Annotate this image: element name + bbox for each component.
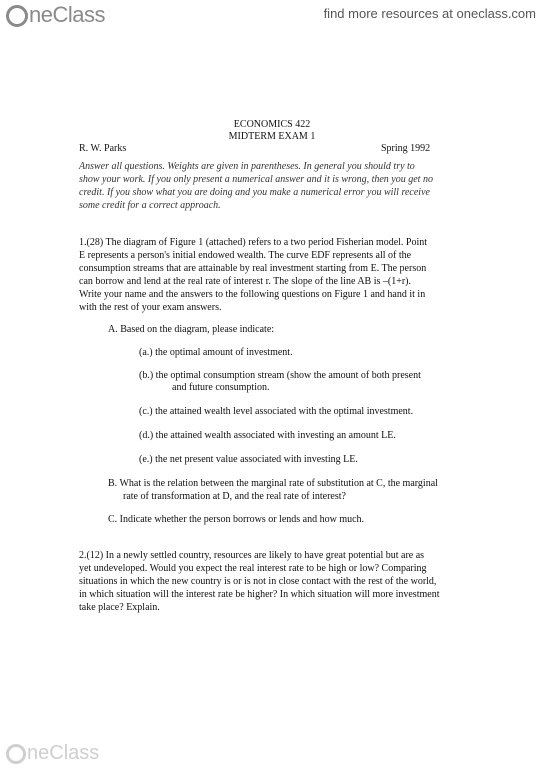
course-title: ECONOMICS 422 bbox=[233, 119, 311, 130]
q1-part-b-cont: rate of transformation at D, and the real rate of interest? bbox=[123, 491, 346, 502]
footer-oneclass-logo bbox=[6, 742, 99, 765]
question-1-line: consumption streams that are attainable by real investment starting from E. The person bbox=[79, 263, 427, 274]
instructions-line: Answer all questions. Weights are given in parentheses. In general you should try to bbox=[79, 161, 415, 172]
instructions-line: some credit for a correct approach. bbox=[79, 200, 221, 211]
question-1-line: E represents a person's initial endowed wealth. The curve EDF represents all of the bbox=[79, 250, 412, 261]
q1-item-c: (c.) the attained wealth level associated with the optimal investment. bbox=[139, 406, 414, 417]
question-2-line: situations in which the new country is or is not in close contact with the rest of the world, bbox=[79, 576, 437, 587]
author: R. W. Parks bbox=[79, 143, 127, 154]
question-2-line: yet undeveloped. Would you expect the real interest rate to be high or low? Comparing bbox=[79, 563, 427, 574]
question-2-line: in which situation will the interest rate be higher? In which situation will more investment bbox=[79, 589, 440, 600]
instructions-line: credit. If you show what you are doing and you make a numerical error you will receive bbox=[79, 187, 430, 198]
term: Spring 1992 bbox=[381, 143, 431, 154]
q1-item-d: (d.) the attained wealth associated with investing an amount LE. bbox=[139, 430, 396, 441]
q1-item-e: (e.) the net present value associated with investing LE. bbox=[139, 454, 358, 465]
q1-item-a: (a.) the optimal amount of investment. bbox=[139, 347, 293, 358]
footer-logo-circle-icon bbox=[6, 744, 26, 764]
q1-part-b: B. What is the relation between the marginal rate of substitution at C, the marginal bbox=[108, 478, 438, 489]
logo-text: neClass bbox=[29, 2, 105, 27]
question-2-line: 2.(12) In a newly settled country, resources are likely to have great potential but are as bbox=[79, 550, 425, 561]
question-1-line: with the rest of your exam answers. bbox=[79, 302, 222, 313]
question-2-line: take place? Explain. bbox=[79, 602, 160, 613]
question-1-line: 1.(28) The diagram of Figure 1 (attached) refers to a two period Fisherian model. Point bbox=[79, 237, 428, 248]
q1-part-c: C. Indicate whether the person borrows or lends and how much. bbox=[108, 514, 365, 525]
question-1-line: Write your name and the answers to the following questions on Figure 1 and hand it in bbox=[79, 289, 426, 300]
q1-item-b-cont: and future consumption. bbox=[172, 382, 270, 393]
footer-logo-text: neClass bbox=[27, 742, 100, 764]
q1-part-a-heading: A. Based on the diagram, please indicate: bbox=[108, 324, 275, 335]
exam-title: MIDTERM EXAM 1 bbox=[228, 131, 316, 142]
instructions-line: show your work. If you only present a numerical answer and it is wrong, then you get no bbox=[79, 174, 433, 185]
question-1-line: can borrow and lend at the real rate of interest r. The slope of the line AB is –(1+r). bbox=[79, 276, 412, 287]
q1-item-b: (b.) the optimal consumption stream (show the amount of both present bbox=[139, 370, 421, 381]
tagline-link[interactable]: find more resources at oneclass.com bbox=[323, 6, 536, 21]
